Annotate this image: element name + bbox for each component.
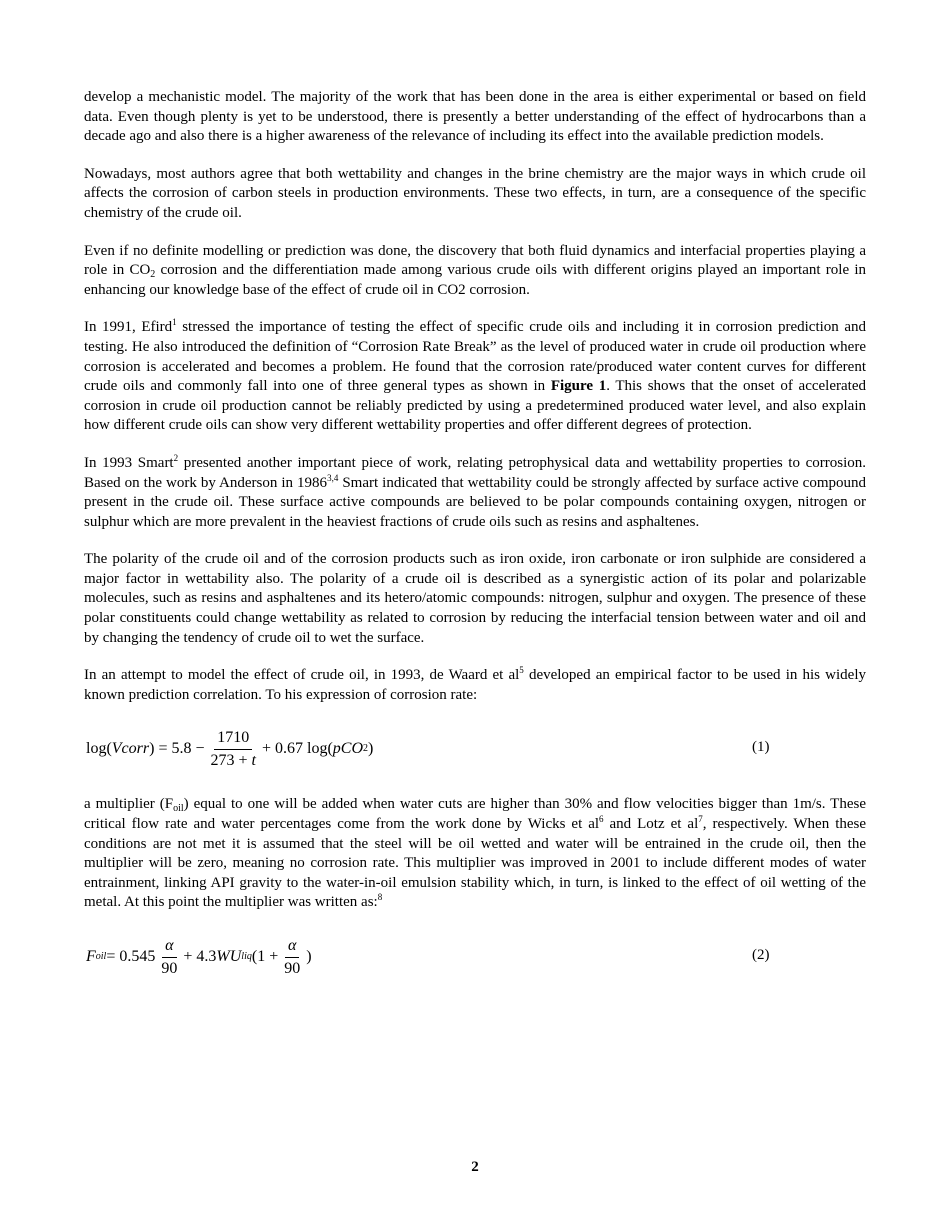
equation-1-fraction: $\frac{1710}{273 + t}$	[210, 728, 256, 769]
reference-6: 6	[599, 814, 604, 825]
paragraph-fluid-dynamics: Even if no definite modelling or prediction was done, the discovery that both fluid dynamics and interfacial properties playing a role in $CO_2$ corrosion and the differentiation made among various crude oils with different origins played an important role in enhancing our knowledge base of the effect of crude oil in CO2 corrosion.	[84, 242, 866, 298]
reference-3-4: 3,4	[327, 472, 339, 483]
figure-reference: Figure 1	[550, 378, 607, 395]
equation-2-fraction-1: $\frac{\alpha}{90}$	[161, 936, 178, 977]
reference-1: 1	[172, 317, 177, 328]
co2-subscript: 2	[150, 269, 156, 281]
paragraph-polarity: The polarity of the crude oil and of the corrosion products such as iron oxide, iron carbonate or iron sulphide are considered a major factor in wettability also. The polarity of a crude oil is described as a synergistic action of its polar and polarizable molecules, such as resins and asphaltenes and its hetero/atomic compounds: nitrogen, sulphur and oxygen. The presence of these polar constituents could change wettability as related to corrosion by reducing the interfacial tension between water and oil and by changing the tendency of crude oil to wet the surface.	[84, 551, 866, 646]
paragraph-de-waard: In an attempt to model the effect of crude oil, in 1993, de Waard et $al^5$ developed an empirical factor to be used in his widely known prediction correlation. To his expression of corrosion rate:	[84, 665, 866, 703]
reference-2: 2	[173, 452, 179, 463]
paragraph-smart: In 1993 Smart$^2$ presented another important piece of work, relating petrophysical data and wettability properties to corrosion. Based on the work by Anderson in 1986$^{3,4}$ Smart indicated that wettability could be strongly affected by surface active compound present in the crude oil. These surface active compounds are believed to be polar compounds containing oxygen, nitrogen or sulphur which are more prevalent in the heaviest fractions of crude oils such as resins and asphaltenes.	[84, 452, 867, 530]
equation-2: F oil = 0.545 $\frac{\alpha}{90}$ + 4.3 WU liq (1 + $\frac{\alpha}{90}$ ) (2)	[86, 936, 770, 977]
reference-5: 5	[519, 665, 524, 676]
reference-7: 7	[698, 814, 703, 825]
paragraph-efird: In 1991, Efird$^1$ stressed the importance of testing the effect of specific crude oils and including it in corrosion prediction and testing. He also introduced the definition of “Corrosion Rate Break” as the level of produced water in crude oil production where corrosion is accelerated and becomes a problem. He found that the corrosion rate/produced water content curves for different crude oils and commonly fall into one of three general types as shown in Figure 1. This shows that the onset of accelerated corrosion in crude oil production cannot be reliably predicted by using a predetermined produced water level, and also explain how different crude oils can show very different wettability properties and offer different degrees of protection.	[84, 317, 866, 434]
reference-8: 8	[377, 892, 383, 903]
page-number: 2	[471, 1159, 479, 1175]
page-body	[84, 88, 866, 1003]
equation-1: log( Vcorr ) = 5.8 − $\frac{1710}{273 + t}$ + 0.67 log( pCO 2 ) (1)	[86, 728, 770, 769]
paragraph-multiplier: a multiplier $(F_{oil})$ equal to one will be added when water cuts are higher than 30% and flow velocities bigger than 1m/s. These critical flow rate and water percentages come from the work done by Wicks et $al^6$ and Lotz et $al^7$, respectively. When these conditions are not met it is assumed that the steel will be oil wetted and water will be entrained in the crude oil, then the multiplier will be zero, meaning no corrosion rate. This multiplier was improved in 2001 to include different modes of water entrainment, linking API gravity to the water-in-oil emulsion stability which, in turn, is linked to the effect of oil wetting of the metal. At this point the multiplier was written as:$^8$	[84, 796, 867, 911]
equation-1-number: (1)	[752, 739, 770, 756]
equation-2-number: (2)	[752, 947, 770, 963]
equation-2-fraction-2: $\frac{\alpha}{90}$	[284, 936, 301, 977]
paragraph-wettability: Nowadays, most authors agree that both wettability and changes in the brine chemistry are the major ways in which crude oil affects the corrosion of carbon steels in production environments. These two effects, in turn, are a consequence of the specific chemistry of the crude oil.	[84, 165, 866, 221]
oil-subscript: oil	[173, 803, 184, 815]
paragraph-intro: develop a mechanistic model. The majority of the work that has been done in the area is either experimental or based on field data. Even though plenty is yet to be understood, there is presently a better understanding of the effect of hydrocarbons than a decade ago and also there is a higher awareness of the relevance of including its effect into the available prediction models.	[84, 89, 866, 145]
